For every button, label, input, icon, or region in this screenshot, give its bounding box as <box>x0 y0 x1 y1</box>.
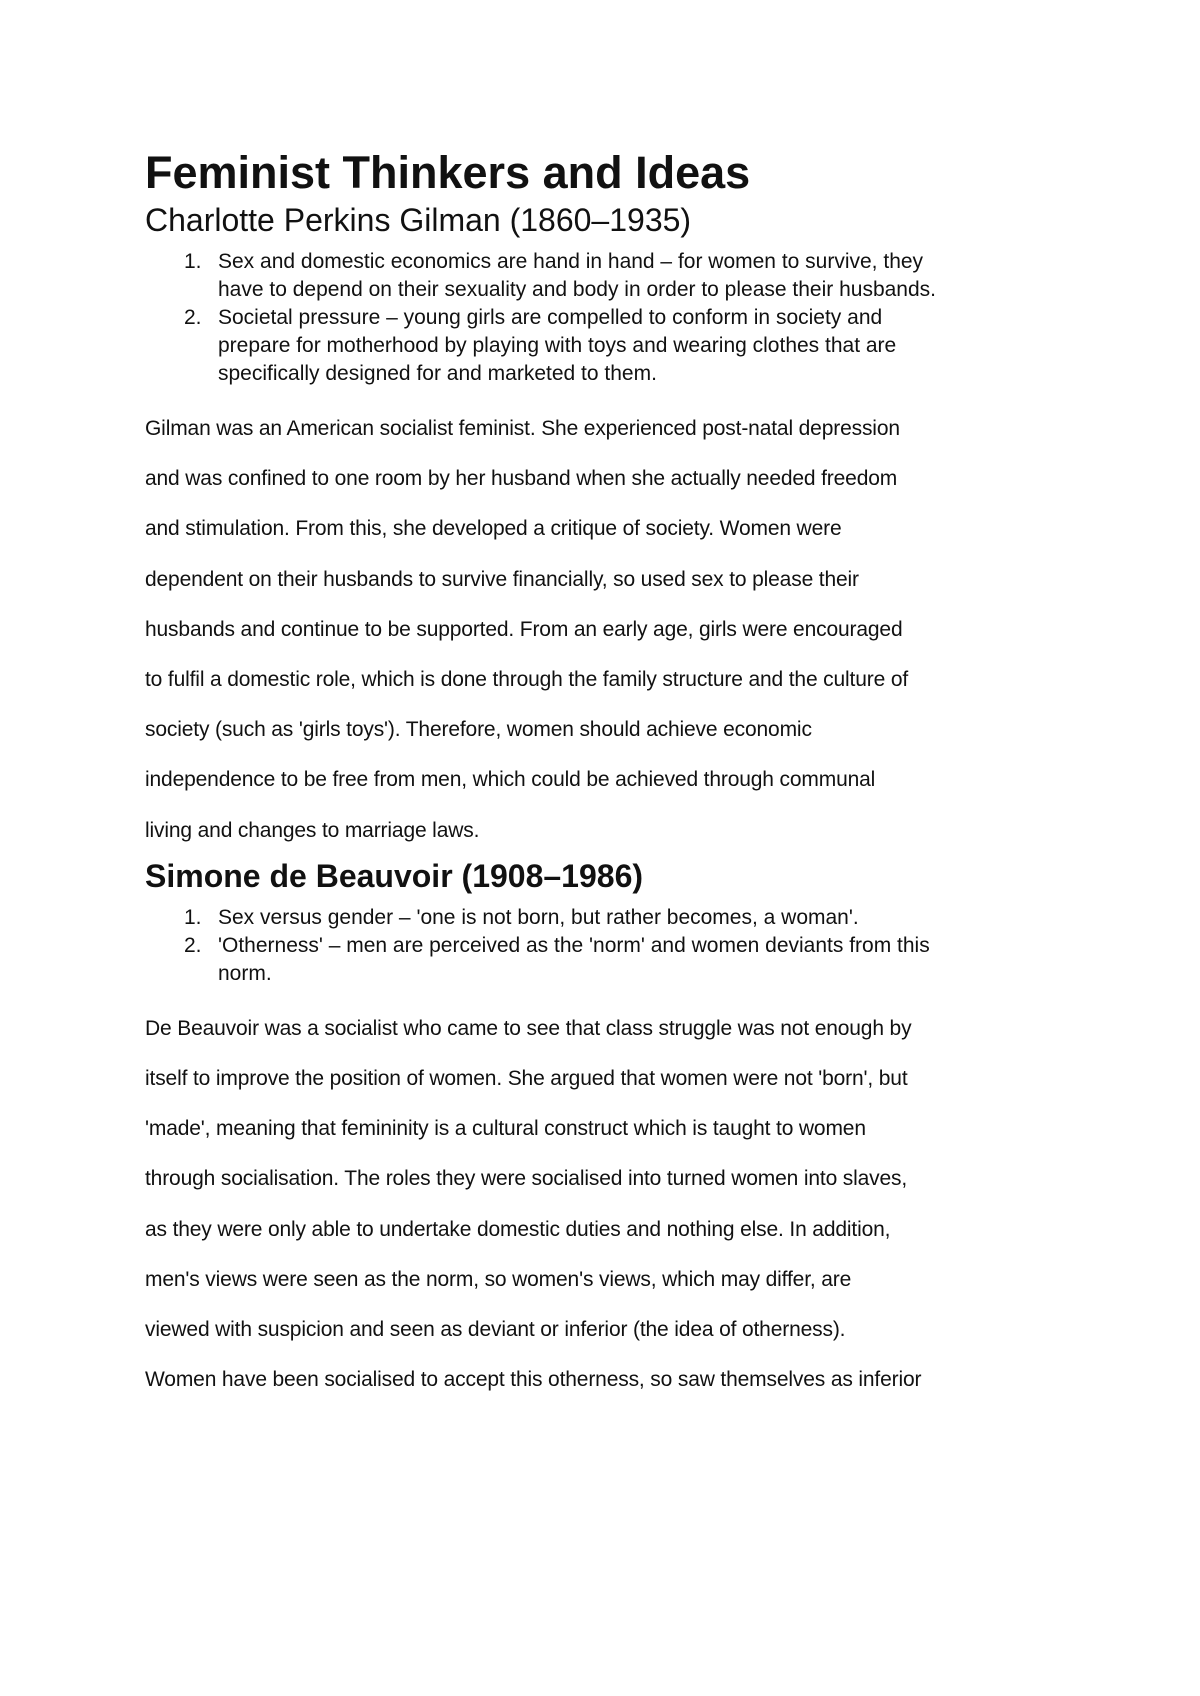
list-text-line: have to depend on their sexuality and body in order to please their husbands. <box>218 278 936 301</box>
document-title: Feminist Thinkers and Ideas <box>145 147 751 198</box>
document-content <box>145 0 1065 1405</box>
paragraph-line: and was confined to one room by her husband when she actually needed freedom <box>145 467 898 491</box>
list-text-line: Sex and domestic economics are hand in hand – for women to survive, they <box>218 250 924 273</box>
list-text-line: Sex versus gender – 'one is not born, but rather becomes, a woman'. <box>218 905 859 929</box>
section-de-beauvoir <box>145 856 1065 1406</box>
paragraph-line: independence to be free from men, which could be achieved through communal <box>145 768 876 792</box>
paragraph-line: itself to improve the position of women. She argued that women were not 'born', but <box>145 1067 908 1091</box>
section-gilman <box>145 200 1065 856</box>
paragraph-line: Gilman was an American socialist feminist. She experienced post-natal depression <box>145 417 900 440</box>
body-paragraph <box>145 404 1065 856</box>
list-text-line: 'Otherness' – men are perceived as the 'norm' and women deviants from this <box>218 933 930 957</box>
list-number: 1. <box>184 905 202 929</box>
paragraph-line: men's views were seen as the norm, so women's views, which may differ, are <box>145 1267 852 1291</box>
paragraph-line: to fulfil a domestic role, which is done through the family structure and the culture of <box>145 668 909 692</box>
list-number: 2. <box>184 306 202 329</box>
paragraph-line: husbands and continue to be supported. From an early age, girls were encouraged <box>145 617 903 641</box>
list-item <box>145 932 1065 988</box>
paragraph-line: Women have been socialised to accept this otherness, so saw themselves as inferior <box>145 1368 922 1392</box>
paragraph-line: society (such as 'girls toys'). Therefore, women should achieve economic <box>145 718 812 742</box>
list-text-line: norm. <box>218 961 272 985</box>
paragraph-line: viewed with suspicion and seen as deviant or inferior (the idea of otherness). <box>145 1318 846 1342</box>
paragraph-line: and stimulation. From this, she developed a critique of society. Women were <box>145 517 842 541</box>
list-item <box>145 304 1065 388</box>
paragraph-line: dependent on their husbands to survive financially, so used sex to please their <box>145 567 859 591</box>
list-text-line: prepare for motherhood by playing with toys and wearing clothes that are <box>218 334 897 357</box>
list-item <box>145 904 1065 932</box>
list-text-line: Societal pressure – young girls are compelled to conform in society and <box>218 306 883 329</box>
paragraph-line: De Beauvoir was a socialist who came to see that class struggle was not enough by <box>145 1016 912 1040</box>
section-heading: Simone de Beauvoir (1908–1986) <box>145 857 644 894</box>
body-paragraph <box>145 1004 1065 1406</box>
key-points-list <box>145 248 1065 388</box>
list-number: 1. <box>184 250 202 273</box>
paragraph-line: as they were only able to undertake domestic duties and nothing else. In addition, <box>145 1217 891 1241</box>
paragraph-line: living and changes to marriage laws. <box>145 818 480 842</box>
list-number: 2. <box>184 933 202 957</box>
list-text-line: specifically designed for and marketed to them. <box>218 362 657 385</box>
section-heading: Charlotte Perkins Gilman (1860–1935) <box>145 202 692 238</box>
list-item <box>145 248 1065 304</box>
paragraph-line: through socialisation. The roles they were socialised into turned women into slaves, <box>145 1167 908 1191</box>
key-points-list <box>145 904 1065 988</box>
paragraph-line: 'made', meaning that femininity is a cultural construct which is taught to women <box>145 1117 866 1141</box>
